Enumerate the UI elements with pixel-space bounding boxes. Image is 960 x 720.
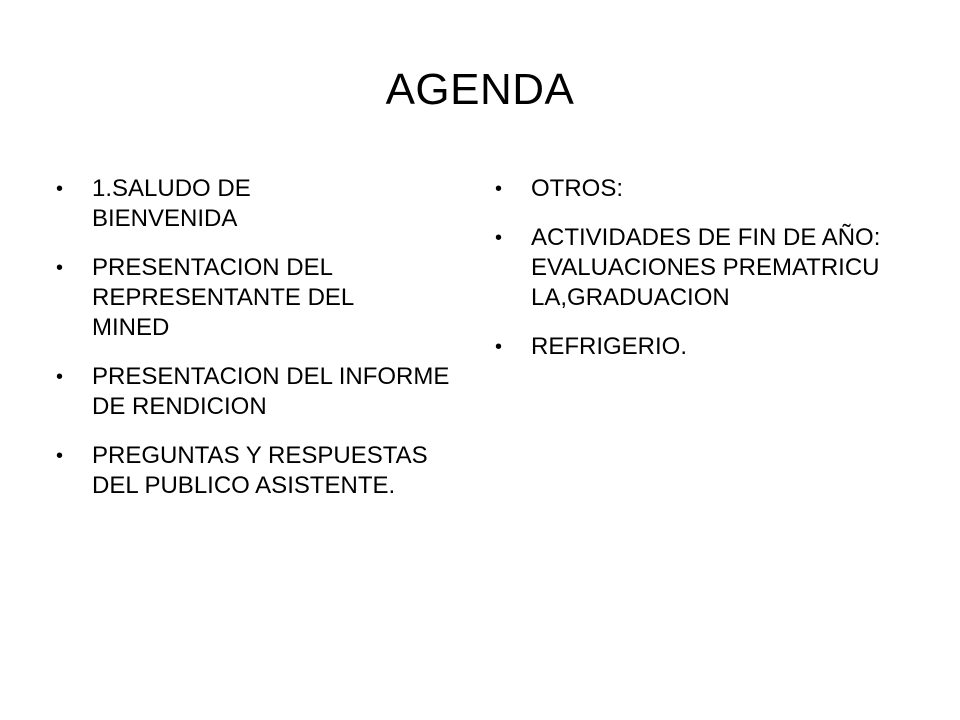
bullet-icon: • — [495, 336, 503, 358]
list-item-text: PREGUNTAS Y RESPUESTAS DEL PUBLICO ASISTENTE. — [92, 442, 428, 499]
list-item — [56, 441, 456, 501]
list-item — [495, 223, 905, 313]
list-item-text: OTROS: — [531, 175, 624, 202]
list-item — [495, 332, 905, 362]
list-item-text: PRESENTACION DEL REPRESENTANTE DEL MINED — [92, 254, 354, 341]
right-bullet-list — [495, 174, 905, 381]
list-item-text: 1.SALUDO DE BIENVENIDA — [92, 175, 251, 232]
bullet-icon: • — [56, 366, 64, 388]
list-item-text: PRESENTACION DEL INFORME DE RENDICION — [92, 363, 450, 420]
list-item — [56, 174, 456, 234]
bullet-icon: • — [56, 257, 64, 279]
list-item-text: ACTIVIDADES DE FIN DE AÑO: EVALUACIONES PREMATRICULA,GRADUACION — [531, 224, 881, 311]
bullet-icon: • — [495, 227, 503, 249]
list-item — [56, 362, 456, 422]
slide-title: AGENDA — [385, 65, 575, 114]
list-item — [495, 174, 905, 204]
list-item-text: REFRIGERIO. — [531, 333, 688, 360]
list-item — [56, 253, 456, 343]
left-bullet-list — [56, 174, 456, 520]
bullet-icon: • — [56, 178, 64, 200]
bullet-icon: • — [56, 445, 64, 467]
bullet-icon: • — [495, 178, 503, 200]
